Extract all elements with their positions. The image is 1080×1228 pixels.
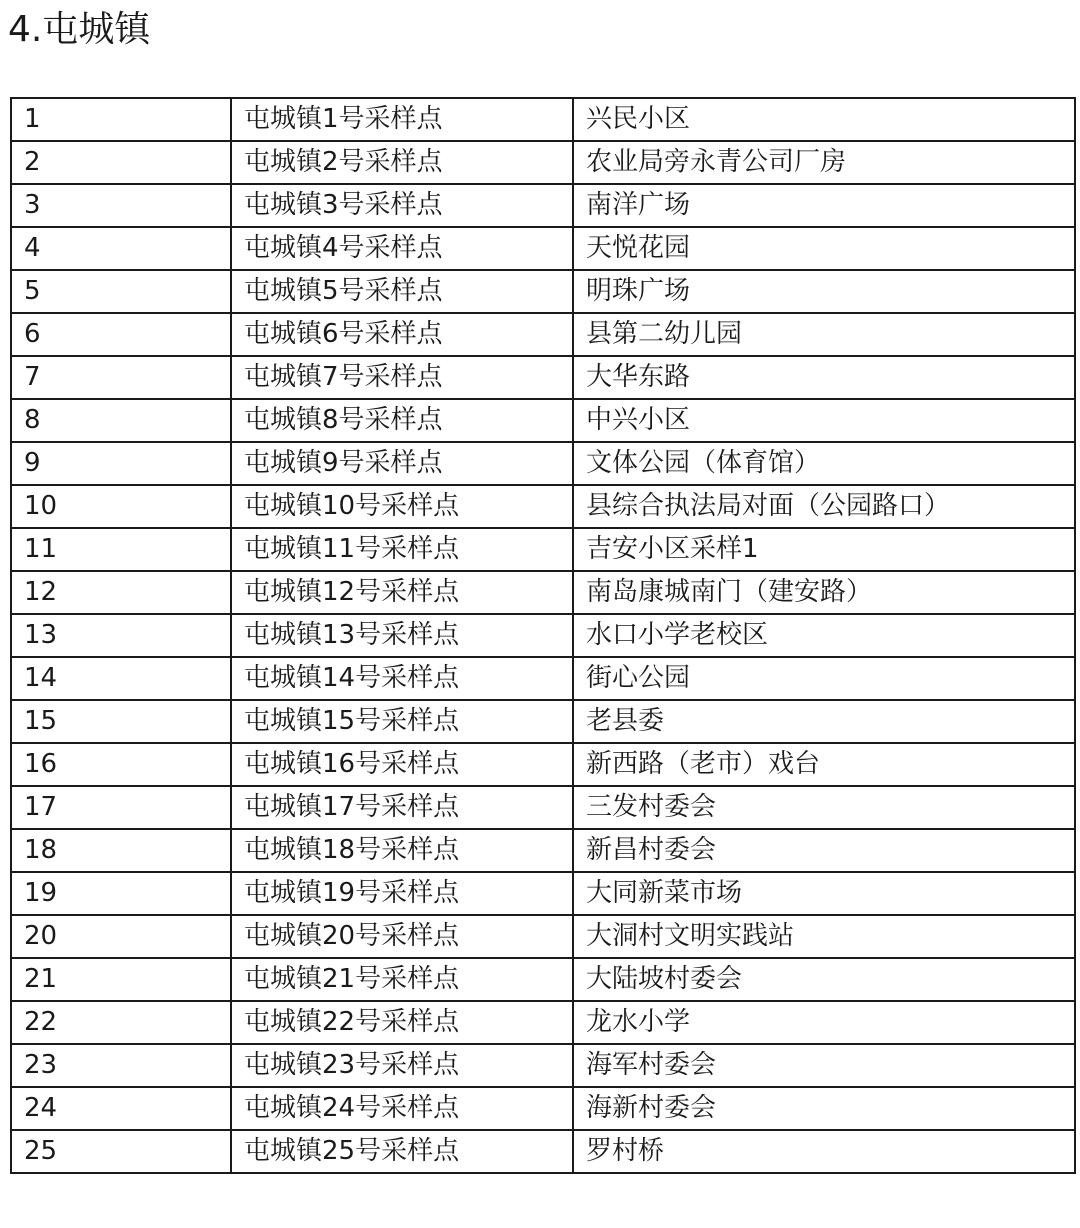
site-name-cell: 屯城镇13号采样点: [231, 614, 573, 657]
table-row: [11, 184, 1075, 227]
site-name-cell: 屯城镇1号采样点: [231, 98, 573, 141]
site-name-cell: 屯城镇6号采样点: [231, 313, 573, 356]
site-location-cell: 老县委: [573, 700, 1075, 743]
site-location-cell: 中兴小区: [573, 399, 1075, 442]
site-location-cell: 罗村桥: [573, 1130, 1075, 1173]
site-location-cell: 新昌村委会: [573, 829, 1075, 872]
row-number-cell: 9: [11, 442, 231, 485]
site-name-cell: 屯城镇3号采样点: [231, 184, 573, 227]
row-number-cell: 25: [11, 1130, 231, 1173]
row-number-cell: 15: [11, 700, 231, 743]
table-row: [11, 1044, 1075, 1087]
table-row: [11, 786, 1075, 829]
table-row: [11, 485, 1075, 528]
site-location-cell: 三发村委会: [573, 786, 1075, 829]
site-location-cell: 海军村委会: [573, 1044, 1075, 1087]
table-row: [11, 313, 1075, 356]
table-row: [11, 915, 1075, 958]
site-location-cell: 龙水小学: [573, 1001, 1075, 1044]
table-row: [11, 958, 1075, 1001]
row-number-cell: 3: [11, 184, 231, 227]
row-number-cell: 24: [11, 1087, 231, 1130]
row-number-cell: 12: [11, 571, 231, 614]
site-location-cell: 大同新菜市场: [573, 872, 1075, 915]
site-location-cell: 大陆坡村委会: [573, 958, 1075, 1001]
site-name-cell: 屯城镇12号采样点: [231, 571, 573, 614]
sampling-sites-table: [10, 97, 1076, 1174]
site-name-cell: 屯城镇16号采样点: [231, 743, 573, 786]
table-body: [11, 98, 1075, 1173]
site-name-cell: 屯城镇24号采样点: [231, 1087, 573, 1130]
table-row: [11, 442, 1075, 485]
table-row: [11, 227, 1075, 270]
table-row: [11, 872, 1075, 915]
site-name-cell: 屯城镇2号采样点: [231, 141, 573, 184]
site-location-cell: 南洋广场: [573, 184, 1075, 227]
table-row: [11, 528, 1075, 571]
site-location-cell: 县综合执法局对面（公园路口）: [573, 485, 1075, 528]
site-name-cell: 屯城镇17号采样点: [231, 786, 573, 829]
table-row: [11, 141, 1075, 184]
site-name-cell: 屯城镇15号采样点: [231, 700, 573, 743]
section-title: 4.屯城镇: [8, 9, 151, 50]
row-number-cell: 5: [11, 270, 231, 313]
site-location-cell: 水口小学老校区: [573, 614, 1075, 657]
row-number-cell: 14: [11, 657, 231, 700]
row-number-cell: 20: [11, 915, 231, 958]
site-location-cell: 明珠广场: [573, 270, 1075, 313]
row-number-cell: 11: [11, 528, 231, 571]
table-row: [11, 356, 1075, 399]
row-number-cell: 22: [11, 1001, 231, 1044]
site-location-cell: 大华东路: [573, 356, 1075, 399]
site-location-cell: 南岛康城南门（建安路）: [573, 571, 1075, 614]
site-name-cell: 屯城镇14号采样点: [231, 657, 573, 700]
table-row: [11, 743, 1075, 786]
row-number-cell: 18: [11, 829, 231, 872]
table-row: [11, 571, 1075, 614]
table-row: [11, 1001, 1075, 1044]
row-number-cell: 23: [11, 1044, 231, 1087]
site-location-cell: 兴民小区: [573, 98, 1075, 141]
site-name-cell: 屯城镇5号采样点: [231, 270, 573, 313]
site-name-cell: 屯城镇7号采样点: [231, 356, 573, 399]
row-number-cell: 1: [11, 98, 231, 141]
site-name-cell: 屯城镇9号采样点: [231, 442, 573, 485]
table-row: [11, 270, 1075, 313]
row-number-cell: 17: [11, 786, 231, 829]
site-name-cell: 屯城镇8号采样点: [231, 399, 573, 442]
site-location-cell: 吉安小区采样1: [573, 528, 1075, 571]
site-location-cell: 天悦花园: [573, 227, 1075, 270]
site-location-cell: 新西路（老市）戏台: [573, 743, 1075, 786]
site-location-cell: 县第二幼儿园: [573, 313, 1075, 356]
table-row: [11, 657, 1075, 700]
site-name-cell: 屯城镇22号采样点: [231, 1001, 573, 1044]
site-name-cell: 屯城镇11号采样点: [231, 528, 573, 571]
row-number-cell: 19: [11, 872, 231, 915]
table-row: [11, 399, 1075, 442]
row-number-cell: 6: [11, 313, 231, 356]
table-row: [11, 98, 1075, 141]
site-name-cell: 屯城镇20号采样点: [231, 915, 573, 958]
site-location-cell: 海新村委会: [573, 1087, 1075, 1130]
site-name-cell: 屯城镇18号采样点: [231, 829, 573, 872]
site-location-cell: 大洞村文明实践站: [573, 915, 1075, 958]
row-number-cell: 16: [11, 743, 231, 786]
row-number-cell: 7: [11, 356, 231, 399]
row-number-cell: 2: [11, 141, 231, 184]
row-number-cell: 21: [11, 958, 231, 1001]
site-name-cell: 屯城镇19号采样点: [231, 872, 573, 915]
site-name-cell: 屯城镇25号采样点: [231, 1130, 573, 1173]
row-number-cell: 13: [11, 614, 231, 657]
table-row: [11, 614, 1075, 657]
site-name-cell: 屯城镇4号采样点: [231, 227, 573, 270]
row-number-cell: 10: [11, 485, 231, 528]
table-row: [11, 829, 1075, 872]
table-row: [11, 1087, 1075, 1130]
site-name-cell: 屯城镇23号采样点: [231, 1044, 573, 1087]
table-row: [11, 700, 1075, 743]
site-location-cell: 街心公园: [573, 657, 1075, 700]
row-number-cell: 8: [11, 399, 231, 442]
site-location-cell: 文体公园（体育馆）: [573, 442, 1075, 485]
table-row: [11, 1130, 1075, 1173]
site-location-cell: 农业局旁永青公司厂房: [573, 141, 1075, 184]
row-number-cell: 4: [11, 227, 231, 270]
site-name-cell: 屯城镇21号采样点: [231, 958, 573, 1001]
site-name-cell: 屯城镇10号采样点: [231, 485, 573, 528]
